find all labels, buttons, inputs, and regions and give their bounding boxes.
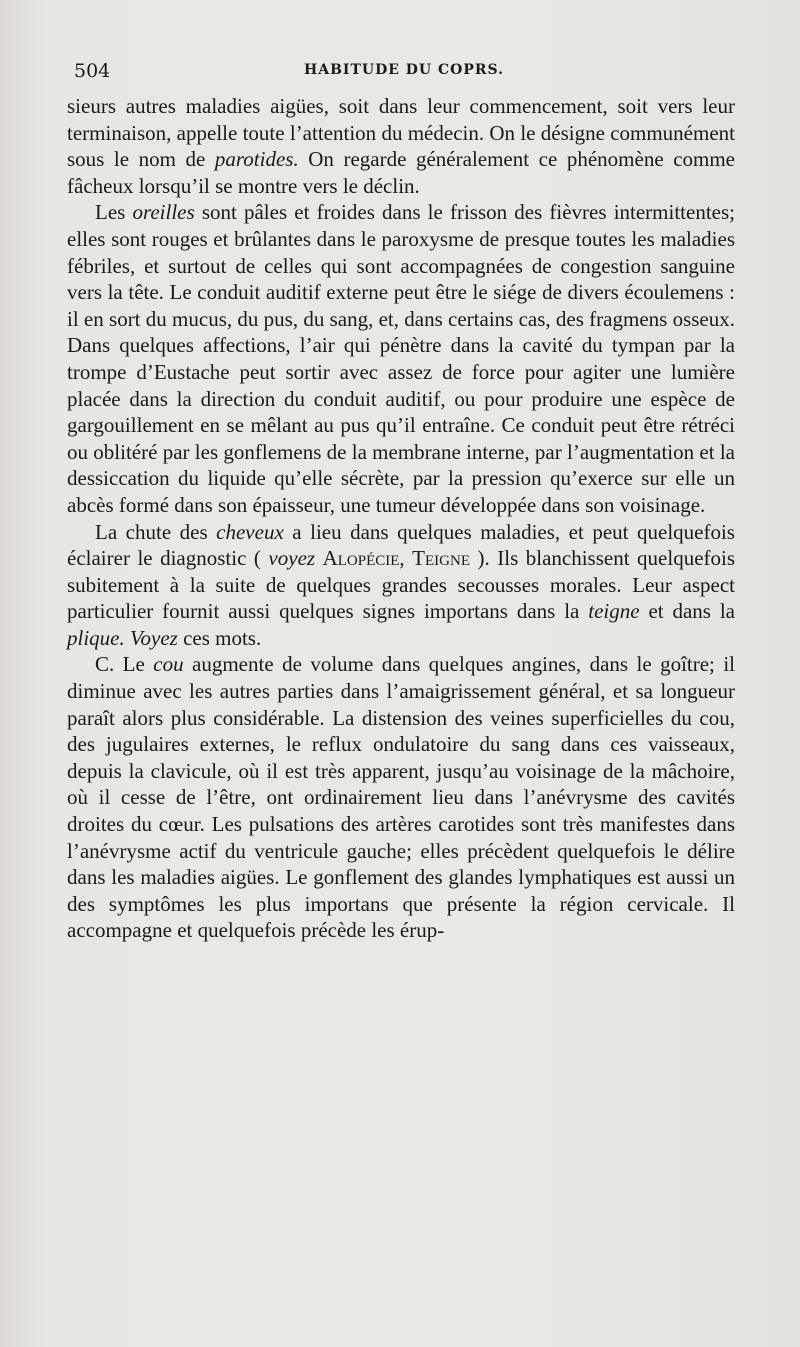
text-run: , bbox=[399, 546, 413, 571]
italic-term: oreilles bbox=[132, 200, 195, 225]
italic-term: teigne bbox=[588, 599, 640, 624]
text-run: La chute des bbox=[95, 519, 217, 544]
body-text bbox=[67, 93, 735, 944]
italic-term: Voyez bbox=[130, 625, 178, 650]
text-run: sont pâles et froides dans le frisson des fièvres intermittentes; elles sont rouges et brûlantes dans le paroxysme de presque toutes les maladies fébriles, et surtout de celles qui sont accompagnées de congestion sanguine vers la tête. Le conduit auditif externe peut être le siége de divers écoulemens : il en sort du mucus, du pus, du sang, et, dans certains cas, des fragmens osseux. Dans quelques affections, l’air qui pénètre dans la cavité du tympan par la trompe d’Eustache peut sortir avec assez de force pour agiter une lumière placée dans la direction du conduit auditif, ou pour produire une espèce de gargouillement en se mêlant au pus qu’il entraîne. Ce conduit peut être rétréci ou oblitéré par les gonflemens de la membrane interne, par l’augmentation et la dessiccation du liquide qu’elle sécrète, par la pression qu’exerce sur elle un abcès formé dans son épaisseur, une tumeur développée dans son voisinage. bbox=[67, 200, 735, 517]
text-run: a lieu dans quelques maladies, et peut quelquefois éclairer le diagnostic ( bbox=[67, 519, 735, 571]
paragraph bbox=[67, 199, 735, 518]
paragraph bbox=[67, 651, 735, 944]
text-run: et dans la bbox=[639, 599, 735, 624]
running-title: HABITUDE DU COPRS. bbox=[304, 62, 504, 78]
italic-term: cou bbox=[153, 652, 184, 677]
text-run: sieurs autres maladies aigües, soit dans leur commencement, soit vers leur terminaison, appelle toute l’attention du médecin. On le désigne communément sous le nom de bbox=[67, 94, 735, 172]
page-header bbox=[74, 60, 734, 86]
text-run: ces mots. bbox=[177, 625, 262, 650]
italic-term: plique. bbox=[67, 625, 125, 650]
italic-term: voyez bbox=[268, 546, 316, 571]
paragraph bbox=[67, 93, 735, 199]
text-run: Les bbox=[95, 200, 133, 225]
paragraph bbox=[67, 519, 735, 652]
text-run: ). Ils blanchissent quelquefois subitement à la suite de quelques grandes secousses morales. Leur aspect particulier fournit aussi quelques signes importans dans la bbox=[67, 546, 736, 624]
italic-term: parotides. bbox=[214, 147, 299, 172]
italic-term: cheveux bbox=[216, 519, 284, 544]
text-run: C. Le bbox=[95, 652, 154, 677]
text-run bbox=[315, 546, 323, 570]
page-number: 504 bbox=[74, 60, 111, 82]
cross-reference: Teigne bbox=[412, 546, 470, 571]
text-run: On regarde généralement ce phénomène comme fâcheux lorsqu’il se montre vers le déclin. bbox=[67, 147, 736, 198]
cross-reference: Alopécie bbox=[322, 546, 400, 571]
text-run: augmente de volume dans quelques angines, dans le goître; il diminue avec les autres parties dans l’amaigrissement général, et sa longueur paraît alors plus considérable. La distension des veines superficielles du cou, des jugulaires externes, le reflux ondulatoire du sang dans ces vaisseaux, depuis la clavicule, où il est très apparent, jusqu’au voisinage de la mâchoire, où il cesse de l’être, ont ordinairement lieu dans l’anévrysme des cavités droites du cœur. Les pulsations des artères carotides sont très manifestes dans l’anévrysme actif du ventricule gauche; elles précèdent quelquefois le délire dans les maladies aigües. Le gonflement des glandes lymphatiques est aussi un des symptômes les plus importans que présente la région cervicale. Il accompagne et quelquefois précède les érup- bbox=[67, 652, 735, 943]
